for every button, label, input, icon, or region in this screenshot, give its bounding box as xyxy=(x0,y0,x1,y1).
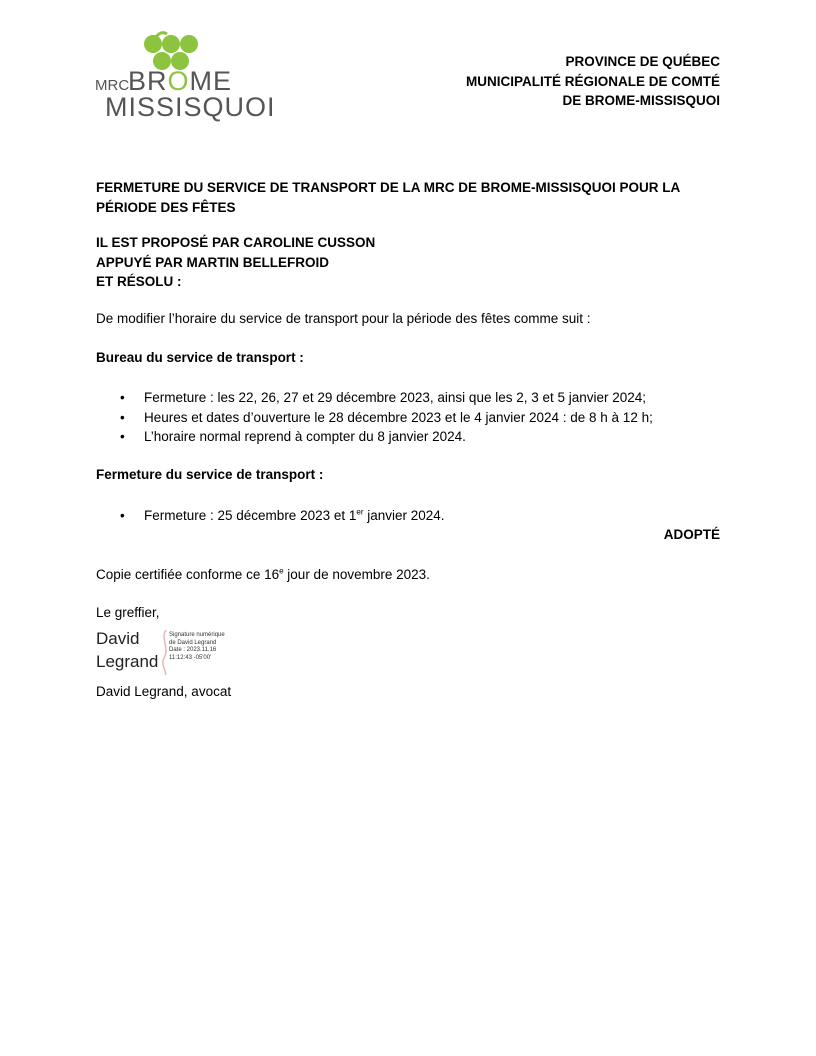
logo-missisquoi: MISSISQUOI xyxy=(105,92,276,122)
adopted-label: ADOPTÉ xyxy=(663,527,720,542)
intro-text: De modifier l’horaire du service de transport pour la période des fêtes comme suit : xyxy=(96,311,591,326)
header-province: PROVINCE DE QUÉBEC xyxy=(565,54,720,69)
section-heading-closure: Fermeture du service de transport : xyxy=(96,467,324,482)
header-municipality: MUNICIPALITÉ RÉGIONALE DE COMTÉ xyxy=(465,73,720,89)
list-item: • L’horaire normal reprend à compter du 8 janvier 2024. xyxy=(96,427,736,447)
signer-name: David Legrand, avocat xyxy=(96,684,232,699)
section-heading-office: Bureau du service de transport : xyxy=(96,350,304,365)
certification-text: Copie certifiée conforme ce 16e jour de novembre 2023. xyxy=(96,566,430,582)
bullet-icon: • xyxy=(120,409,125,425)
list-item: • Heures et dates d’ouverture le 28 décembre 2023 et le 4 janvier 2024 : de 8 h à 12 h; xyxy=(96,408,736,428)
list-item: • Fermeture : les 22, 26, 27 et 29 décembre 2023, ainsi que les 2, 3 et 5 janvier 2024; xyxy=(96,388,736,408)
header-region: DE BROME-MISSISQUOI xyxy=(562,93,720,109)
office-list xyxy=(96,388,736,447)
resolved-label: ET RÉSOLU : xyxy=(96,274,182,290)
proposed-by: IL EST PROPOSÉ PAR CAROLINE CUSSON xyxy=(96,235,376,250)
seconded-by: APPUYÉ PAR MARTIN BELLEFROID xyxy=(96,254,330,270)
list-item: • Fermeture : 25 décembre 2023 et 1er janvier 2024. xyxy=(96,506,736,526)
digital-signature xyxy=(96,628,266,678)
logo-prefix: MRC xyxy=(95,77,130,94)
clerk-label: Le greffier, xyxy=(96,605,160,620)
bullet-icon: • xyxy=(120,508,125,523)
bullet-icon: • xyxy=(120,429,125,445)
resolution-title: FERMETURE DU SERVICE DE TRANSPORT DE LA MRC DE BROME-MISSISQUOI POUR LA PÉRIODE DES FÊTES xyxy=(96,180,680,215)
signature-details: Signature numérique de David Legrand Date : 2023.11.16 11:12:43 -05'00' xyxy=(169,632,225,661)
signature-first-name: David xyxy=(96,629,140,648)
closure-list xyxy=(96,506,736,526)
logo-brome: BROME xyxy=(128,66,233,96)
bullet-icon: • xyxy=(120,390,125,405)
mrc-logo xyxy=(95,30,276,125)
document-header xyxy=(466,52,720,111)
signature-last-name: Legrand xyxy=(96,652,159,671)
proposal-block xyxy=(96,233,375,292)
